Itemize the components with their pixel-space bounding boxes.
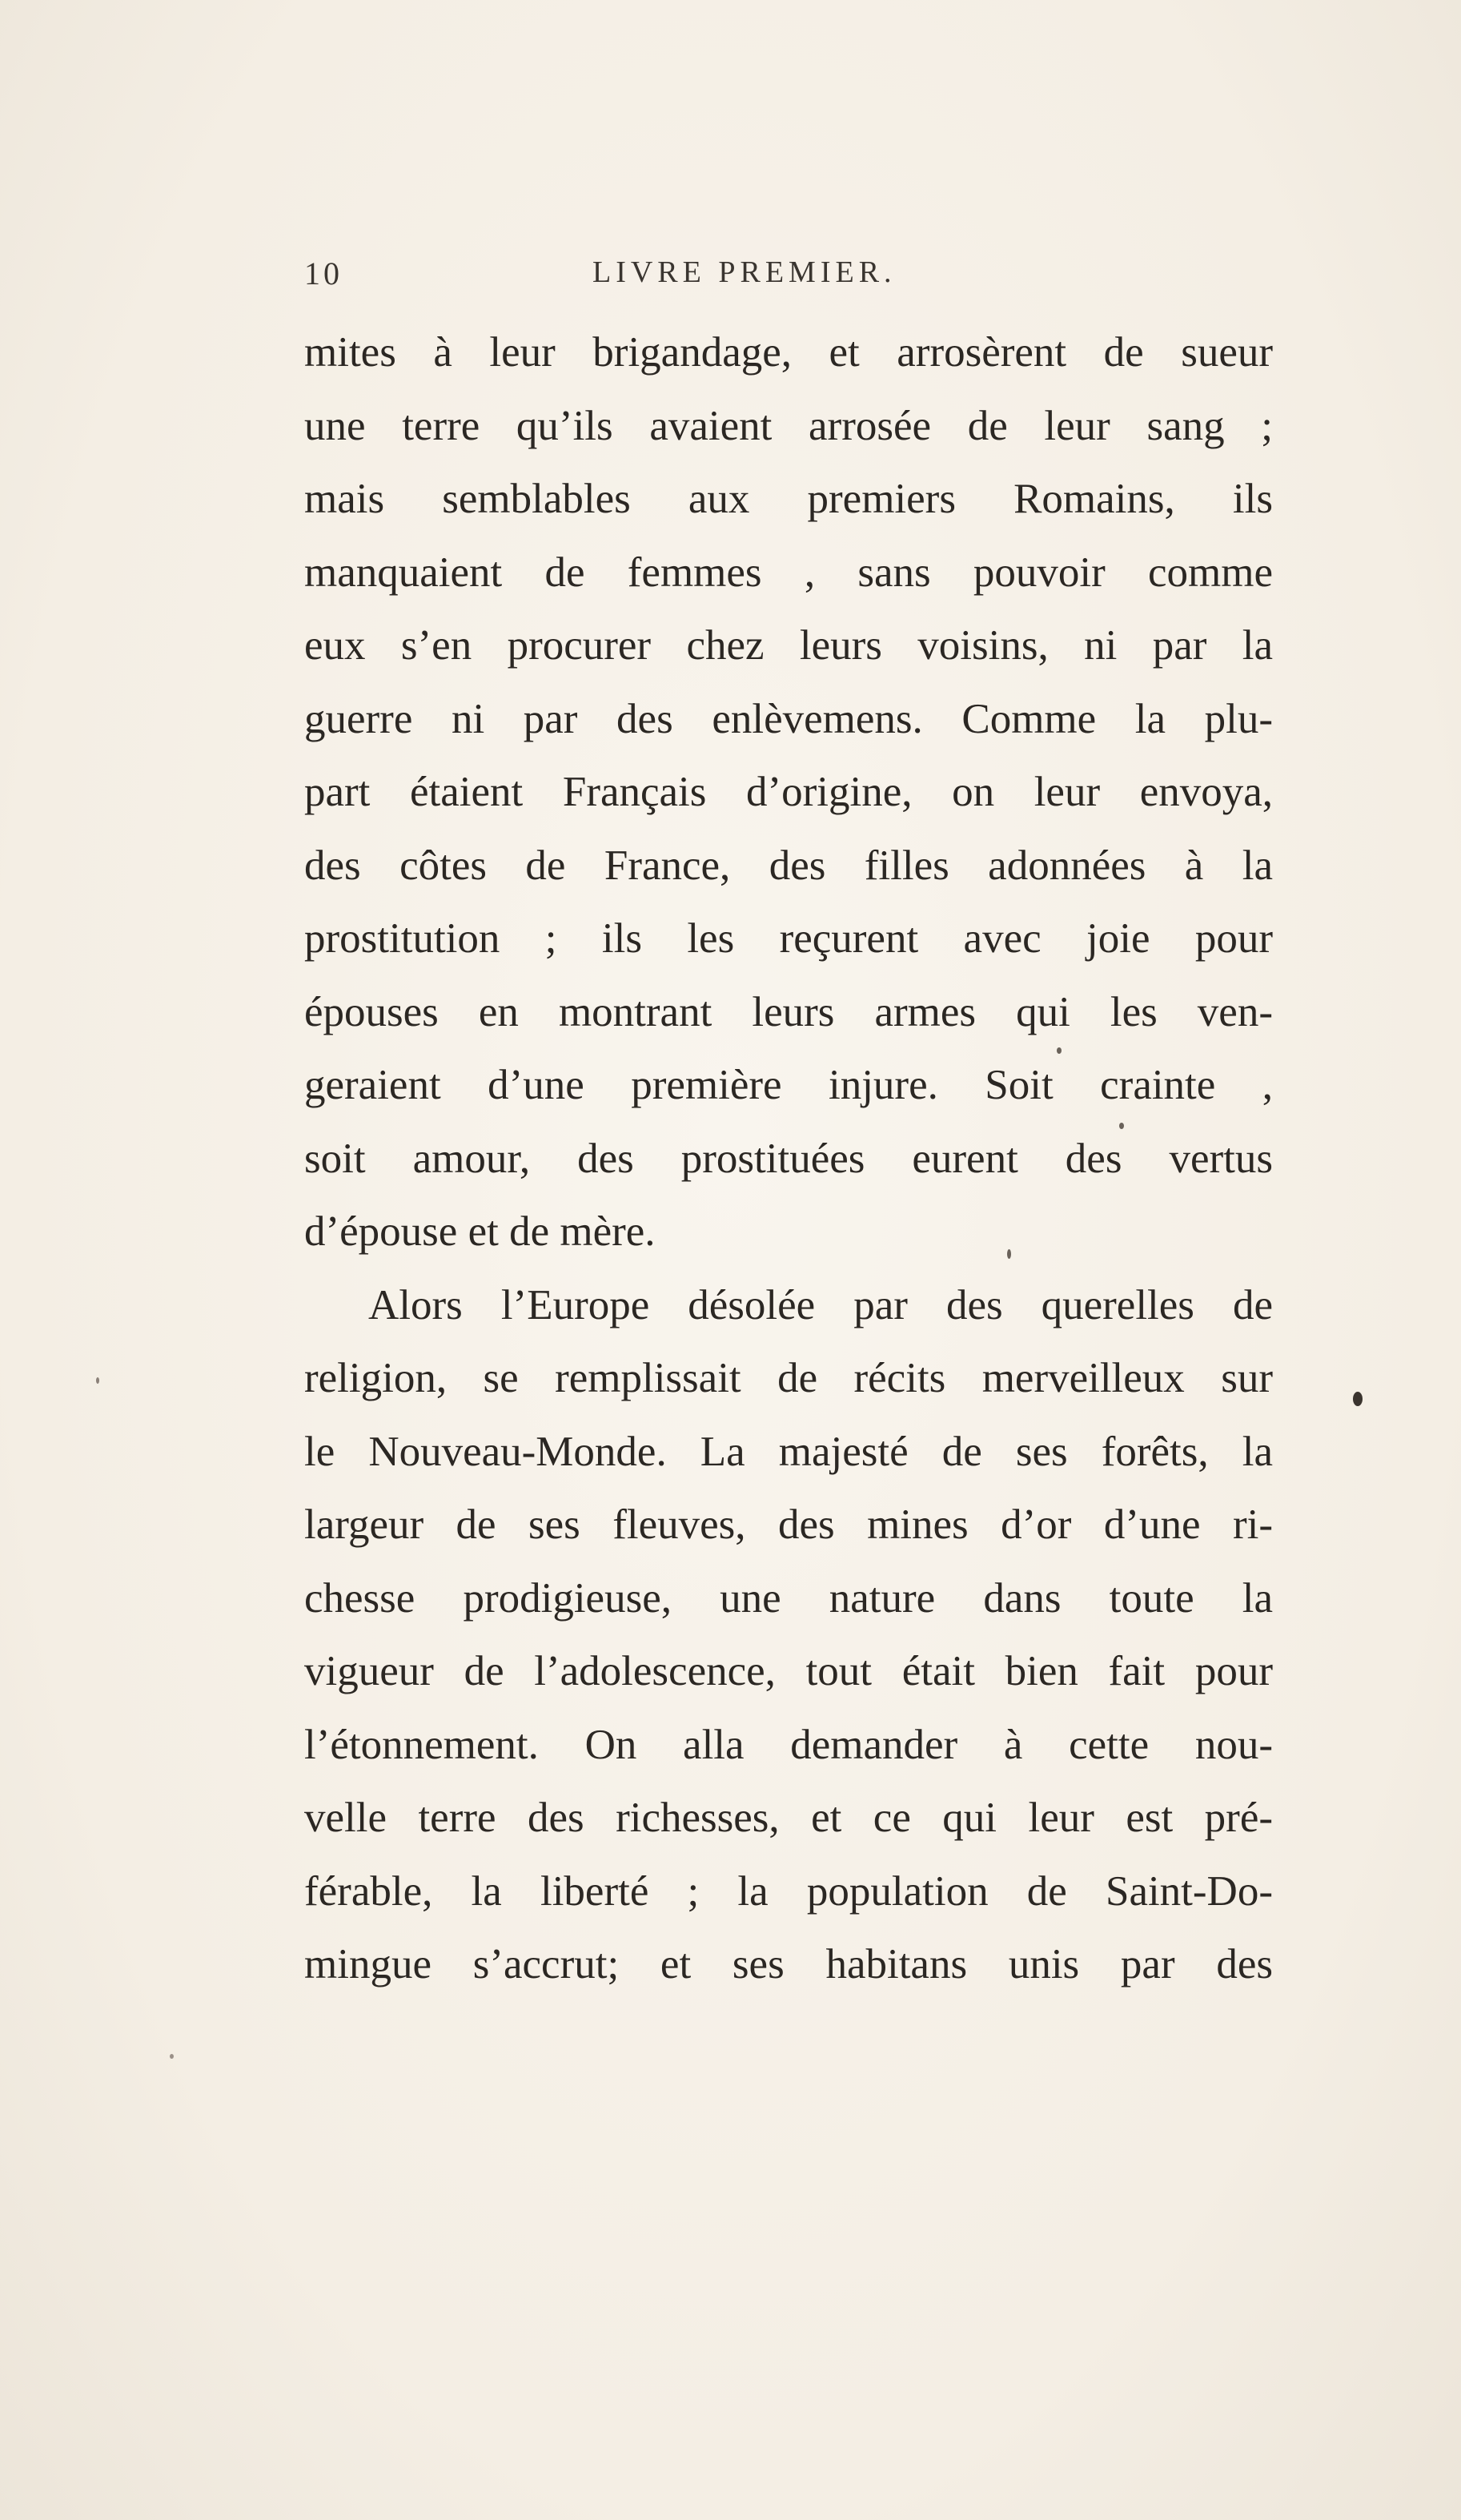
text-line: férable, la liberté ; la population de Saint-Do-: [304, 1867, 1273, 1915]
text-line: des côtes de France, des filles adonnées à la: [304, 842, 1273, 889]
ink-speck: [1353, 1392, 1363, 1406]
ink-speck: [1119, 1123, 1124, 1129]
text-line: le Nouveau-Monde. La majesté de ses forêts, la: [304, 1428, 1273, 1475]
text-line: épouses en montrant leurs armes qui les ven-: [304, 988, 1273, 1035]
text-line: guerre ni par des enlèvemens. Comme la plu-: [304, 695, 1273, 742]
text-line: l’étonnement. On alla demander à cette nou-: [304, 1721, 1273, 1768]
text-line: largeur de ses fleuves, des mines d’or d’une ri-: [304, 1501, 1273, 1548]
text-line: velle terre des richesses, et ce qui leur est pré-: [304, 1795, 1273, 1841]
paragraph-start-line: Alors l’Europe désolée par des querelles de: [368, 1281, 1273, 1328]
paragraph-end-line: d’épouse et de mère.: [304, 1208, 656, 1255]
text-line: mais semblables aux premiers Romains, ils: [304, 476, 1273, 522]
text-line: chesse prodigieuse, une nature dans toute la: [304, 1574, 1273, 1622]
text-line: religion, se remplissait de récits merveilleux sur: [304, 1355, 1273, 1401]
ink-speck: [1007, 1249, 1011, 1259]
text-line: vigueur de l’adolescence, tout était bien fait pour: [304, 1648, 1273, 1694]
ink-speck: [170, 2054, 174, 2059]
page-number: 10: [304, 255, 343, 291]
running-head: [304, 255, 1273, 303]
text-line: prostitution ; ils les reçurent avec joie pour: [304, 915, 1273, 962]
text-line: geraient d’une première injure. Soit crainte ,: [304, 1062, 1273, 1108]
text-line: une terre qu’ils avaient arrosée de leur sang ;: [304, 402, 1273, 449]
text-line: mites à leur brigandage, et arrosèrent de sueur: [304, 329, 1273, 376]
text-line: soit amour, des prostituées eurent des vertus: [304, 1135, 1273, 1182]
ink-speck: [1057, 1047, 1062, 1054]
ink-speck: [96, 1377, 99, 1384]
text-line: eux s’en procurer chez leurs voisins, ni par la: [304, 622, 1273, 669]
text-line: part étaient Français d’origine, on leur envoya,: [304, 769, 1273, 815]
running-title: LIVRE PREMIER.: [592, 255, 897, 289]
text-line: manquaient de femmes , sans pouvoir comme: [304, 549, 1273, 596]
text-line: mingue s’accrut; et ses habitans unis par des: [304, 1941, 1273, 1987]
body-text: [304, 316, 1273, 2002]
